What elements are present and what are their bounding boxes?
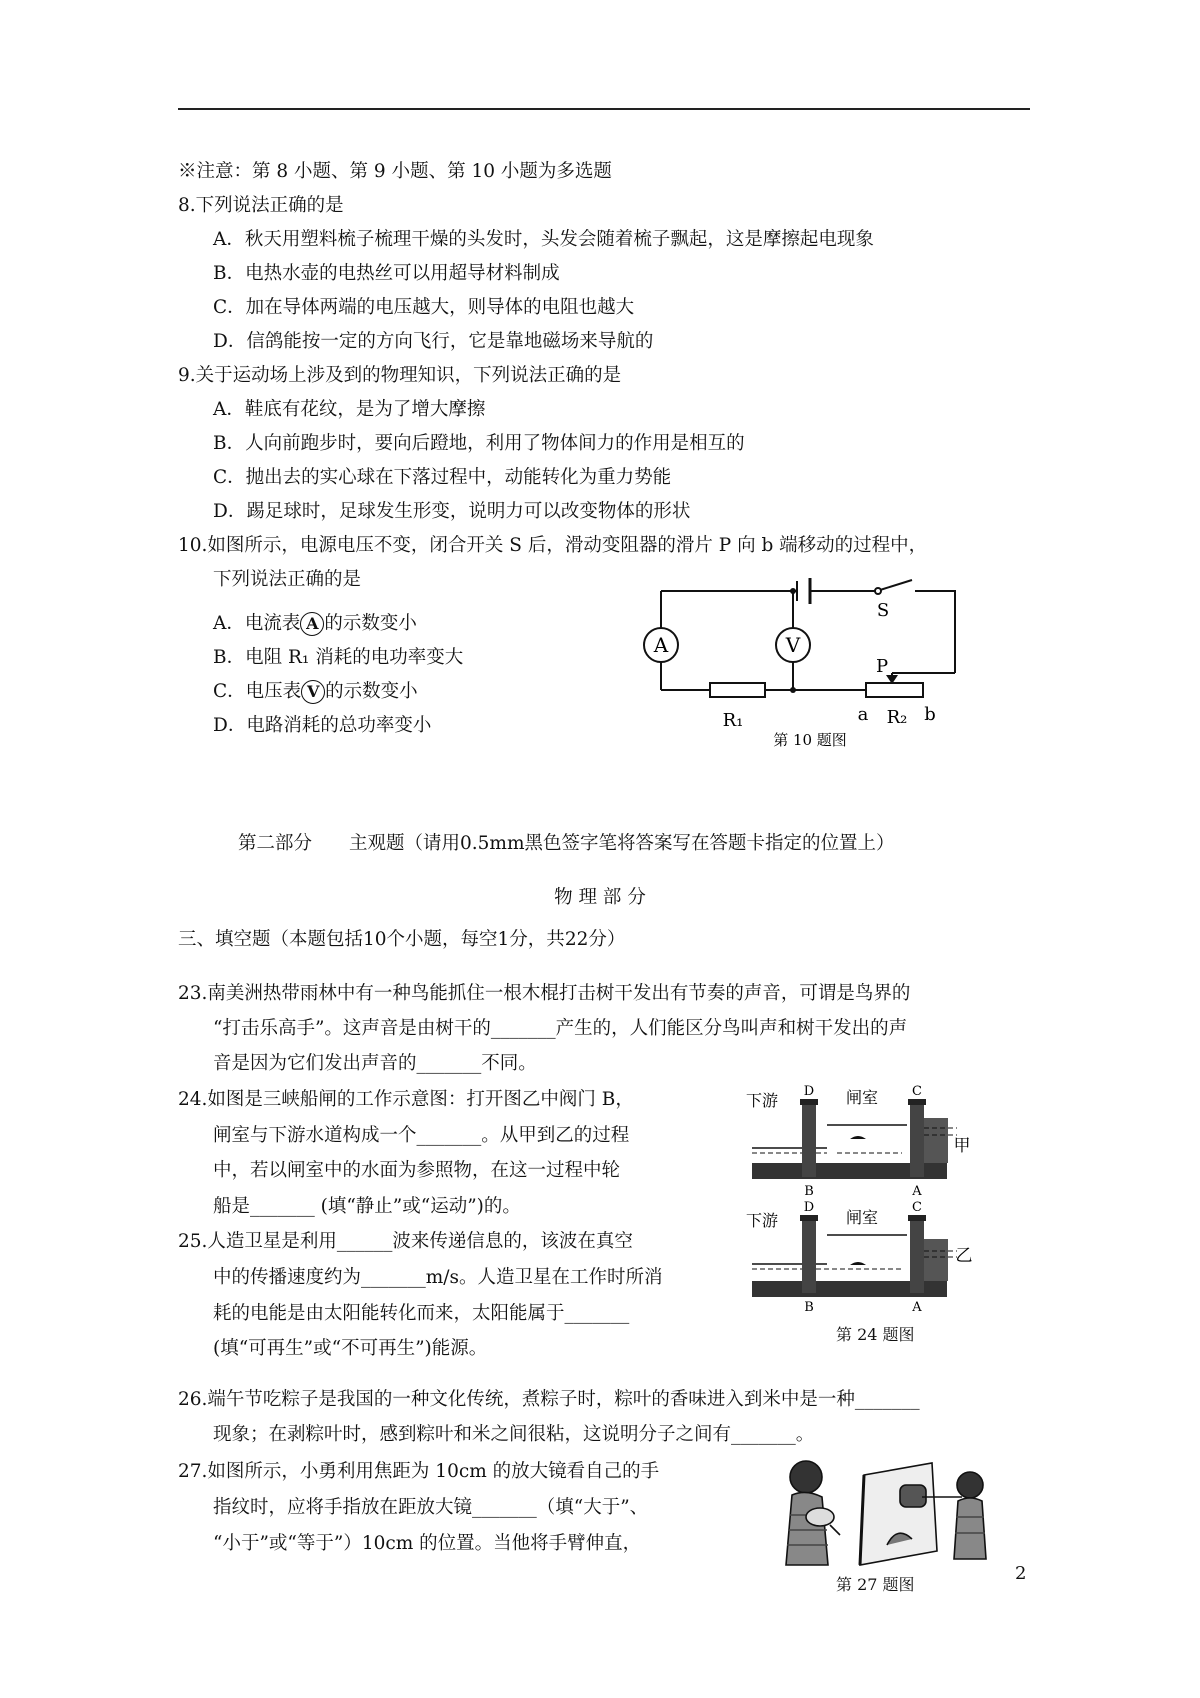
note-line: ※注意：第 8 小题、第 9 小题、第 10 小题为多选题 [178, 161, 612, 182]
gate-c-jia: C [912, 1084, 922, 1099]
slider-label: P [875, 656, 889, 677]
q25-line3: 耗的电能是由太阳能转化而来，太阳能属于_______ [213, 1303, 630, 1324]
chamber-label-jia: 闸室 [845, 1088, 879, 1107]
downstream-label-yi: 下游 [746, 1211, 779, 1230]
q24-line4: 船是_______ (填“静止”或“运动”)的。 [213, 1196, 521, 1217]
q10-option-a-pre: A．电流表 [213, 613, 301, 634]
gate-d-jia: D [803, 1084, 815, 1099]
q23-line1: 23.南美洲热带雨林中有一种鸟能抓住一根木棍打击树干发出有节奏的声音，可谓是鸟界的 [178, 983, 911, 1004]
switch-label: S [876, 600, 890, 621]
chamber-label-yi: 闸室 [845, 1208, 879, 1227]
section3-title: 三、填空题（本题包括10个小题，每空1分，共22分） [178, 929, 626, 950]
q25-line1: 25.人造卫星是利用______波来传递信息的，该波在真空 [178, 1231, 633, 1252]
label-jia: 甲 [953, 1136, 971, 1156]
q25-line4: (填“可再生”或“不可再生”)能源。 [213, 1338, 488, 1359]
q8-option-d: D．信鸽能按一定的方向飞行，它是靠地磁场来导航的 [213, 331, 654, 352]
q10-option-d: D．电路消耗的总功率变小 [213, 715, 432, 736]
q10-option-a [213, 612, 417, 636]
valve-a-yi: A [912, 1300, 922, 1315]
gate-d-yi: D [803, 1200, 815, 1215]
ammeter-symbol: A [300, 612, 324, 636]
lock-panel-yi [746, 1200, 973, 1315]
q23-line2: “打击乐高手”。这声音是由树干的_______产生的，人们能区分鸟叫声和树干发出的声 [213, 1018, 908, 1039]
fig24-caption: 第 24 题图 [836, 1325, 915, 1344]
end-b-label: b [924, 704, 936, 725]
downstream-label-jia: 下游 [746, 1091, 779, 1110]
q23-line3: 音是因为它们发出声音的_______不同。 [213, 1053, 537, 1074]
q10-option-c-post: 的示数变小 [325, 681, 418, 702]
end-a-label: a [857, 704, 869, 725]
valve-b-jia: B [804, 1184, 814, 1199]
ship-lock-diagram [742, 1073, 982, 1343]
ammeter-label: A [653, 633, 669, 657]
physics-title: 物 理 部 分 [554, 887, 646, 908]
page-number: 2 [1015, 1563, 1027, 1584]
q27-line2: 指纹时，应将手指放在距放大镜_______（填“大于”、 [213, 1497, 649, 1518]
part2-title: 第二部分 主观题（请用0.5mm黑色签字笔将答案写在答题卡指定的位置上） [238, 833, 895, 854]
q27-line3: “小于”或“等于”）10cm 的位置。当他将手臂伸直， [213, 1533, 642, 1554]
q8-option-b: B．电热水壶的电热丝可以用超导材料制成 [213, 263, 560, 284]
q10-stem-line1: 10.如图所示，电源电压不变，闭合开关 S 后，滑动变阻器的滑片 P 向 b 端移动的过程中， [178, 535, 928, 556]
voltmeter-symbol: V [301, 680, 325, 704]
q9-option-d: D．踢足球时，足球发生形变，说明力可以改变物体的形状 [213, 501, 691, 522]
q27-line1: 27.如图所示，小勇利用焦距为 10cm 的放大镜看自己的手 [178, 1461, 660, 1482]
q10-option-b: B．电阻 R₁ 消耗的电功率变大 [213, 647, 464, 668]
r2-label: R₂ [886, 707, 908, 728]
fig10-caption: 第 10 题图 [773, 731, 847, 748]
gate-c-yi: C [912, 1200, 922, 1215]
header-rule [178, 108, 1030, 110]
q9-stem: 9.关于运动场上涉及到的物理知识，下列说法正确的是 [178, 365, 622, 386]
q10-option-a-post: 的示数变小 [324, 613, 417, 634]
valve-b-yi: B [804, 1300, 814, 1315]
valve-a-jia: A [912, 1184, 922, 1199]
q9-option-b: B．人向前跑步时，要向后蹬地，利用了物体间力的作用是相互的 [213, 433, 745, 454]
lock-panel-jia [746, 1084, 971, 1199]
q10-stem-line2: 下列说法正确的是 [213, 569, 362, 590]
q8-option-a: A．秋天用塑料梳子梳理干燥的头发时，头发会随着梳子飘起，这是摩擦起电现象 [213, 229, 874, 250]
q9-option-c: C．抛出去的实心球在下落过程中，动能转化为重力势能 [213, 467, 672, 488]
voltmeter-label: V [785, 633, 801, 657]
q26-line2: 现象；在剥粽叶时，感到粽叶和米之间很粘，这说明分子之间有_______。 [213, 1424, 815, 1445]
q10-option-c-pre: C．电压表 [213, 681, 302, 702]
q24-line2: 闸室与下游水道构成一个_______。从甲到乙的过程 [213, 1125, 630, 1146]
q24-line1: 24.如图是三峡船闸的工作示意图：打开图乙中阀门 B， [178, 1089, 634, 1110]
q9-option-a: A．鞋底有花纹，是为了增大摩擦 [213, 399, 486, 420]
circuit-diagram [630, 578, 970, 748]
fig27-caption: 第 27 题图 [836, 1575, 915, 1594]
q25-line2: 中的传播速度约为_______m/s。人造卫星在工作时所消 [213, 1267, 663, 1288]
r1-label: R₁ [722, 710, 744, 731]
magnifier-illustration [782, 1455, 992, 1585]
q10-option-c [213, 680, 418, 704]
q8-stem: 8.下列说法正确的是 [178, 195, 344, 216]
q24-line3: 中，若以闸室中的水面为参照物，在这一过程中轮 [213, 1160, 621, 1181]
label-yi: 乙 [955, 1246, 973, 1266]
q8-option-c: C．加在导体两端的电压越大，则导体的电阻也越大 [213, 297, 635, 318]
q26-line1: 26.端午节吃粽子是我国的一种文化传统，煮粽子时，粽叶的香味进入到米中是一种_______ [178, 1389, 920, 1410]
